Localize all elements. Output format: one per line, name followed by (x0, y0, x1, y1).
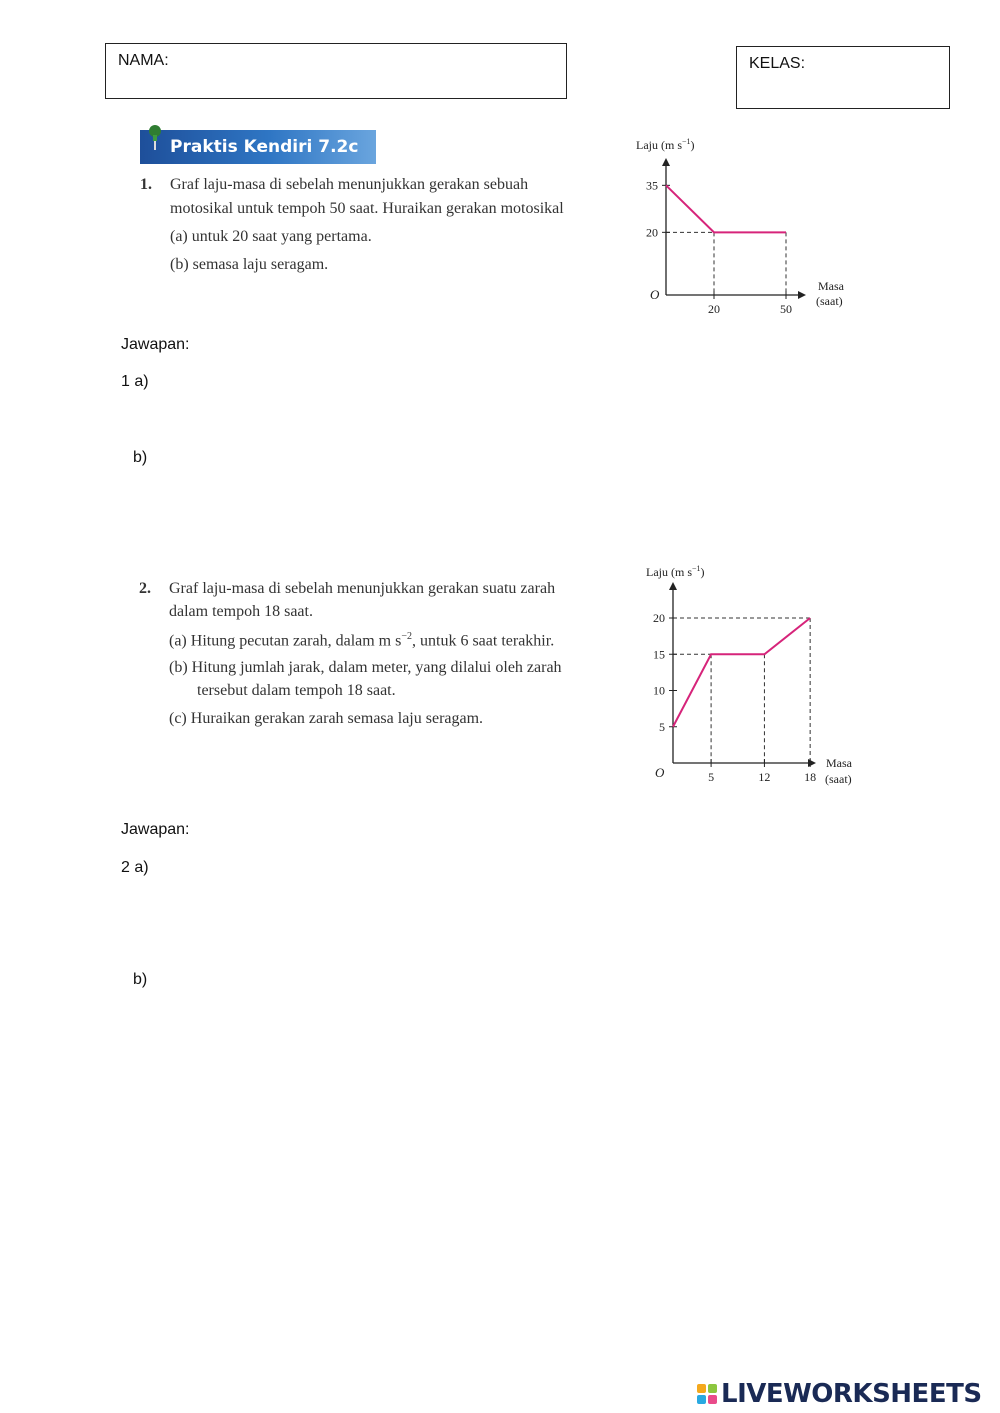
graph-2-guides (673, 618, 810, 763)
y-tick-label: 35 (646, 178, 658, 193)
graph-1-xlabel-line1: Masa (818, 279, 844, 293)
question-2-number: 2. (139, 580, 151, 597)
graph-2-origin: O (655, 765, 665, 780)
y-axis-arrow-icon (669, 582, 677, 590)
question-1-part-a: (a) untuk 20 saat yang pertama. (170, 228, 372, 245)
answer-1-heading: Jawapan: (121, 336, 190, 353)
graph-2-ticks (653, 611, 816, 784)
x-tick-label: 12 (758, 770, 771, 784)
y-tick-label: 10 (653, 683, 665, 698)
logo-square (708, 1395, 717, 1404)
question-2-text-line1: Graf laju-masa di sebelah menunjukkan gerakan suatu zarah (169, 580, 556, 597)
graph-2-axes (669, 582, 816, 767)
y-tick-label: 20 (646, 225, 658, 240)
answer-2b-label: b) (133, 971, 148, 988)
y-tick-label: 15 (653, 647, 665, 662)
name-label: NAMA: (118, 52, 169, 69)
question-2-part-b-line1: (b) Hitung jumlah jarak, dalam meter, yang dilalui oleh zarah (169, 659, 562, 676)
graph-1-guides (666, 232, 786, 295)
x-axis-arrow-icon (808, 759, 816, 767)
logo-mark-icon (697, 1384, 717, 1404)
graph-2-xlabel-line2: (saat) (825, 772, 852, 786)
banner-title: Praktis Kendiri 7.2c (170, 137, 359, 157)
question-1-text-line1: Graf laju-masa di sebelah menunjukkan gerakan sebuah (170, 176, 529, 193)
graph-1-ylabel: Laju (m $s^{-1}$) (636, 137, 695, 152)
graph-1-origin: O (650, 287, 660, 302)
answer-1a-label: 1 a) (121, 373, 149, 390)
x-tick-label: 18 (804, 770, 817, 784)
question-1 (140, 176, 620, 286)
section-banner (140, 130, 376, 164)
graph-2-xlabel-line1: Masa (826, 756, 852, 770)
graph-1-line (666, 185, 786, 232)
question-1-number: 1. (140, 176, 152, 193)
answer-1b-label: b) (133, 449, 148, 466)
liveworksheets-logo (697, 1377, 982, 1411)
graph-2-ylabel: Laju (m $s^{-1}$) (646, 564, 705, 579)
question-2-part-a: (a) Hitung pecutan zarah, dalam m $s^{-2}$, untuk 6 saat terakhir. (169, 631, 555, 650)
class-label: KELAS: (749, 55, 806, 72)
logo-square (697, 1395, 706, 1404)
x-tick-label: 5 (708, 770, 715, 784)
logo-square (697, 1384, 706, 1393)
pushpin-icon (146, 124, 164, 150)
question-1-part-b: (b) semasa laju seragam. (170, 256, 329, 273)
answer-2-heading: Jawapan: (121, 821, 190, 838)
question-2-part-c: (c) Huraikan gerakan zarah semasa laju seragam. (169, 710, 484, 727)
logo-square (708, 1384, 717, 1393)
graph-1-xlabel-line2: (saat) (816, 294, 843, 308)
speed-time-graph-2 (640, 560, 880, 800)
x-tick-label: 20 (708, 302, 720, 316)
answer-2a-label: 2 a) (121, 859, 149, 876)
question-2-part-b-line2: tersebut dalam tempoh 18 saat. (197, 682, 396, 699)
graph-1-axes (662, 158, 806, 299)
x-tick-label: 50 (780, 302, 792, 316)
y-axis-arrow-icon (662, 158, 670, 166)
class-field[interactable] (736, 46, 950, 109)
question-2 (139, 580, 634, 740)
y-tick-label: 20 (653, 611, 665, 625)
y-tick-label: 5 (659, 719, 665, 734)
question-2-text-line2: dalam tempoh 18 saat. (169, 603, 313, 620)
question-1-text-line2: motosikal untuk tempoh 50 saat. Huraikan gerakan motosikal (170, 200, 564, 217)
graph-2-line (673, 618, 810, 727)
name-field[interactable] (105, 43, 567, 99)
x-axis-arrow-icon (798, 291, 806, 299)
speed-time-graph-1 (630, 130, 870, 320)
brand-name: LIVEWORKSHEETS (721, 1379, 982, 1409)
